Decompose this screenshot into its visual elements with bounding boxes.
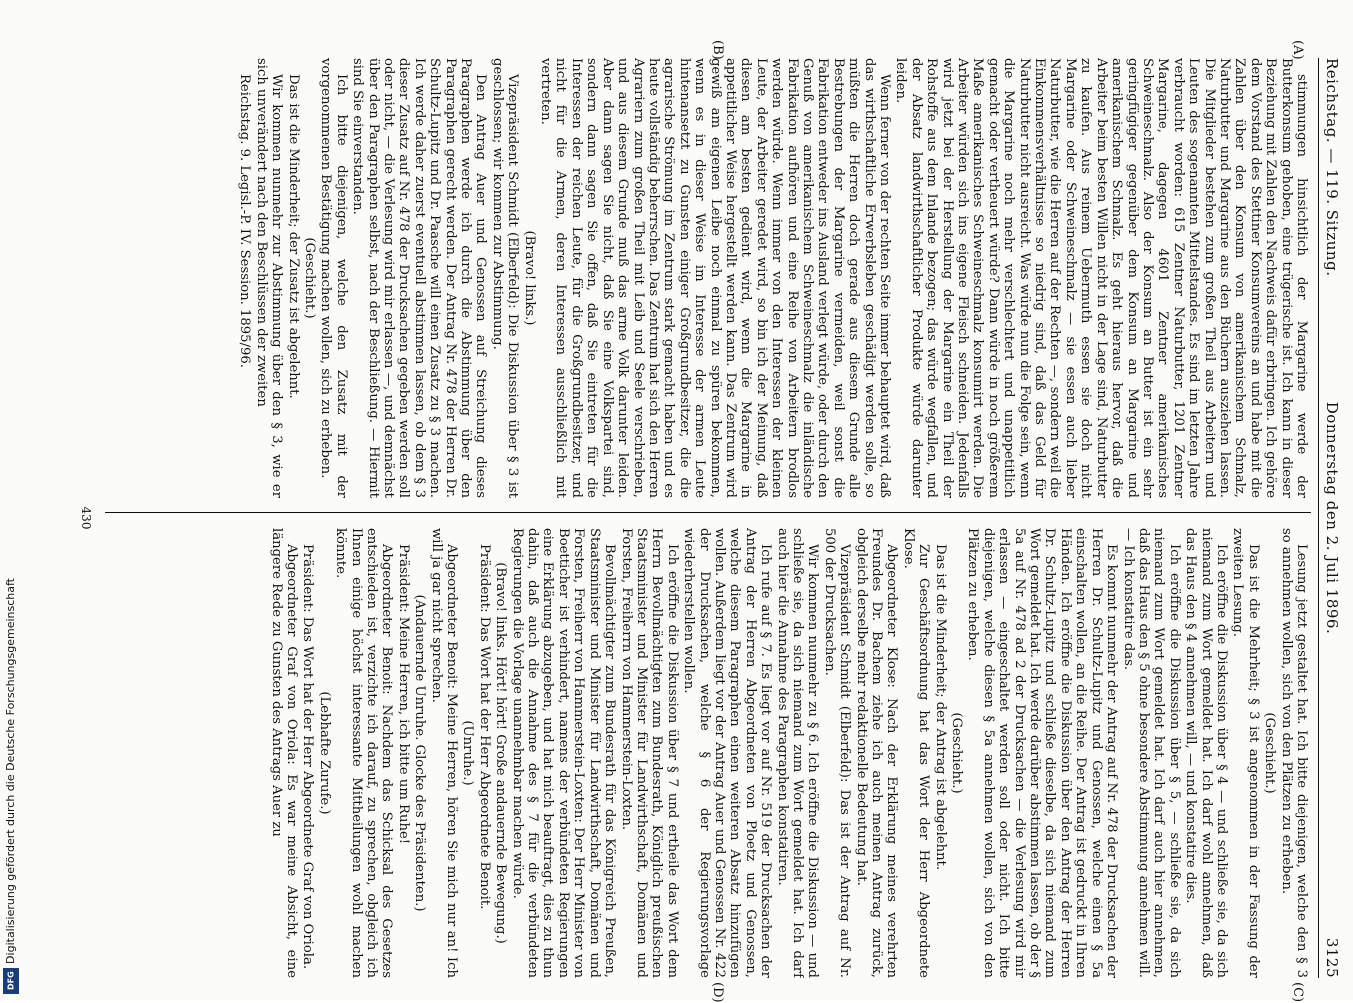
printed-page (79, 38, 1345, 1003)
right-column-paragraph: (Unruhe.) (460, 720, 476, 786)
right-column-paragraph: Abgeordneter Graf von Oriola: Es war meine Absicht, eine längere Rede zu Gunsten des Antrags Auer zu (268, 528, 299, 978)
left-column-paragraph: Den Antrag Auer und Genossen auf Streichung dieses Paragraphen werde ich durch die Abstimmung über den Paragraphen gerecht werden. Der Antrag Nr. 478 der Herren Dr. Schultz-Lupitz und Dr. Paasche will einen Zusatz zu § 3 machen. Ich werde daher zuerst eventuell abstimmen lassen, ob dem § 3 dieser Zusatz auf Nr. 478 der Drucksachen gegeben werden soll oder nicht, — die Verlesung wird mir erlassen —, und demnächst über den Paragraphen selbst, nach der Beschließung. — Hiermit sind Sie einverstanden. (350, 58, 489, 498)
right-column-paragraph: Abgeordneter Benoit: Nachdem das Schicksal des Gesetzes entschieden ist, verzichte ich darauf, zu sprechen, obgleich ich Ihnen einige höchst interessante Mittheilungen wohl machen könnte. (333, 528, 395, 978)
right-column-paragraph: (Lebhafte Zurufe.) (316, 691, 332, 815)
right-column-paragraph: (Geschieht.) (1262, 712, 1278, 794)
left-column-paragraph: (Bravo! links.) (521, 230, 537, 326)
right-column-paragraph: Zur Geschäftsordnung hat das Wort der Herr Abgeordnete Klose. (900, 528, 932, 978)
right-column-paragraph: Ich rufe auf § 7. Es liegt vor auf Nr. 519 der Drucksachen der Antrag der Herren Abgeordneten von Ploetz und Genossen, welche diesem Paragraphen einen weiteren Absatz hinzufügen wollen. Außerdem liegt vor der Antrag Auer und Genossen Nr. 422 der Drucksachen, welche § 6 der Regierungsvorlage wiederherstellen wollen. (681, 528, 774, 978)
margin-marker-d: (D) (710, 982, 725, 1003)
right-column-paragraph: Wir kommen nunmehr zu § 6. Ich eröffne die Diskussion — und schließe sie, da sich niemand zum Wort gemeldet hat. Ich darf auch hier die Annahme des Paragraphen konstatiren. (774, 528, 821, 978)
right-column-paragraph: (Bravo! links. Hört! hört! Große andauernde Bewegung.) (493, 562, 509, 944)
margin-marker-a: (A) (1290, 40, 1305, 60)
margin-marker-b: (B) (710, 40, 725, 60)
column-divider (105, 512, 1311, 513)
right-column-paragraph: Präsident: Meine Herren, ich bitte um Ruhe! (395, 544, 411, 845)
left-column-paragraph: Ich bitte diejenigen, welche den Zusatz mit der vorgenommenen Bestätigung machen wollen, sich zu erheben. (318, 58, 349, 498)
right-column-paragraph: Abgeordneter Benoit: Meine Herren, hören Sie mich nur an! Ich will ja gar nicht sprechen. (428, 528, 460, 978)
right-column-paragraph: Das ist die Mehrheit; § 3 ist angenommen in der Fassung der zweiten Lesung. (1230, 528, 1261, 978)
dfg-logo: DFG (3, 968, 19, 994)
right-column-paragraph: Präsident: Das Wort hat der Herr Abgeordnete Graf von Oriola. (300, 544, 316, 970)
right-column-paragraph: Präsident: Das Wort hat der Herr Abgeordnete Benoit. (476, 544, 492, 910)
right-column-paragraph: (Geschieht.) (949, 712, 965, 794)
left-column-paragraph: Wenn ferner von der rechten Seite immer behauptet wird, daß das wirthschaftliche Erwerbsleben geschädigt werden solle, so müßten die Herren doch gerade aus diesem Grunde alle Bestrebungen der Margarine vermeiden, weil sonst die Fabrikation entweder ins Ausland verlegt würde, oder durch den Genuß von amerikanischem Schweineschmalz die inländische Fabrikation aufhören und eine Reihe von Arbeitern brodlos werden würde. Wenn immer von den Interessen der kleinen Leute, der Arbeiter geredet wird, so bin ich der Meinung, daß diesen am besten gedient wird, wenn die Margarine in appetitlicher Weise hergestellt werden kann. Das Zentrum wird gewiß am eigenen Leibe noch einmal zu spüren bekommen, wenn es in dieser Weise im Interesse der armen Leute hintenansetzt zu Gunsten einiger Großgrundbesitzer, die die agrarische Strömung im Zentrum stark gemacht haben und es heute vollständig beherrschen. Das Zentrum hat sich den Herren Agrariern zum großen Theil mit Leib und Seele verschrieben, und aus diesem Grunde muß das arme Volk darunter leiden. Aber dann sagen Sie nicht, daß Sie eine Volkspartei sind, sondern dann sagen Sie offen, daß Sie eintreten für die Interessen der reichen Leute, für die Großgrundbesitzer, und nicht für die Armen, deren Interessen ausschließlich mit vertreten. (538, 58, 893, 498)
right-column-paragraph: Vizepräsident Schmidt (Elberfeld): Das ist der Antrag auf Nr. 500 der Drucksachen. (821, 528, 853, 978)
right-column-paragraph: Ich eröffne die Diskussion über § 7 und ertheile das Wort dem Herrn Bevollmächtigten zum Bundesrath, Königlich preußischen Staatsminister und Minister für Landwirthschaft, Domänen und Forsten, Freiherrn von Hammerstein-Loxten. (618, 528, 680, 978)
right-column-paragraph: Es kommt nunmehr der Antrag auf Nr. 478 der Drucksachen der Herren Dr. Schultz-Lupitz und Genossen, welche einen § 5a einschalten wollen, an die Reihe. Der Antrag ist gedruckt in Ihren Händen. Ich eröffne die Diskussion über den Antrag der Herren Dr. Schultz-Lupitz und schließe dieselbe, da sich niemand zum Wort gemeldet hat. Ich werde darüber abstimmen lassen, ob der § 5a auf Nr. 478 ad 2 der Drucksachen — die Verlesung wird mir erlassen — eingeschaltet werden soll oder nicht. Ich bitte diejenigen, welche diesen § 5a annehmen wollen, sich von den Plätzen zu erheben. (965, 528, 1120, 978)
left-column-paragraph: stimmungen hinsichtlich der Margarine werde der Butterkonsum gehoben, eine trügerische ist. Ich kann in dieser Beziehung mit Zahlen den Nachweis dafür erbringen. Ich gehöre dem Vorstand des Stettiner Konsumvereins an und habe mit die Zahlen über den Konsum von amerikanischem Schmalz, Naturbutter und Margarine aus den Büchern ausziehen lassen. Die Mitglieder bestehen zum großen Theil aus Arbeitern und Leuten des sogenannten Mittelstandes. Es sind im letzten Jahre verbraucht worden: 615 Zentner Naturbutter, 1201 Zentner Margarine, dagegen 4601 Zentner amerikanisches Schweineschmalz. Also der Konsum an Butter ist ein sehr geringfügiger gegenüber dem Konsum an Margarine und amerikanischem Schmalz. Es geht hieraus hervor, daß die Arbeiter beim besten Willen nicht in der Lage sind, Naturbutter zu kaufen. Aus reinem Uebermuth essen sie doch nicht Margarine oder Schweineschmalz — sie essen auch lieber Naturbutter, wie die Herren auf der Rechten —, sondern weil die Einkommensverhältnisse so niedrig sind, daß das Geld für Naturbutter nicht ausreicht. Was würde nun die Folge sein, wenn die Margarine noch mehr verschlechtert und unappetitlich gemacht oder vertheuert würde? Dann würde in noch größerem Maße amerikanisches Schweineschmalz konsumirt werden. Die Arbeiter würden sich ins eigene Fleisch schneiden. Jedenfalls wird jetzt bei der Herstellung der Margarine ein Theil der Rohstoffe aus dem Inlande bezogen; das würde wegfallen, und der Absatz landwirthschaftlicher Produkte würde darunter leiden. (893, 58, 1309, 498)
page-header (1318, 58, 1345, 978)
left-column-paragraph: Das ist die Minderheit; der Zusatz ist abgelehnt. (285, 74, 301, 399)
header-session: Reichstag. — 119. Sitzung. (1323, 58, 1341, 277)
right-column-paragraph: Ich eröffne die Diskussion über § 4 — und schließe sie, da sich niemand zum Wort gemeldet hat. Ich darf wohl annehmen, daß das Haus den § 4 annehmen will, — und konstatire dies. (1183, 528, 1229, 978)
right-column-paragraph: Das ist die Minderheit; der Antrag ist abgelehnt. (932, 544, 948, 871)
header-page-number: 3125 (1323, 937, 1341, 978)
right-column-paragraph: (Andauernde Unruhe. Glocke des Präsidenten.) (412, 594, 428, 912)
left-column (95, 58, 1309, 498)
right-column (95, 528, 1309, 978)
right-column-paragraph: Lesung jetzt gestaltet hat. Ich bitte diejenigen, welche den § 3 so annehmen wollen, sich von den Plätzen zu erheben. (1278, 528, 1309, 978)
credit-text: Digitalisierung gefördert durch die Deutsche Forschungsgemeinschaft (4, 578, 17, 964)
left-column-paragraph: (Geschieht.) (302, 237, 317, 319)
right-column-paragraph: Abgeordneter Klose: Nach der Erklärung meines verehrten Freundes Dr. Bachem ziehe ich auch meinen Antrag zurück, obgleich derselbe mehr redaktionelle Bedeutung hat. (853, 528, 900, 978)
footer-signature-number: 430 (79, 506, 93, 530)
header-date: Donnerstag den 2. Juli 1896. (1323, 401, 1341, 635)
digitization-credit (0, 0, 22, 1000)
left-column-paragraph: Reichstag. 9. Legisl.-P. IV. Session. 1895/96. (237, 74, 253, 368)
right-column-paragraph: Bevollmächtigter zum Bundesrath für das Königreich Preußen, Staatsminister und Minister für Landwirthschaft, Domänen und Forsten, Freiherr von Hammerstein-Loxten: Der Herr Minister von Boetticher ist verhindert, namens der verbündeten Regierungen eine Erklärung abzugeben, und hat mich beauftragt, dies zu thun dahin, daß auch die Annahme des § 7 für die verbündeten Regierungen die Vorlage unannehmbar machen würde. (509, 528, 618, 978)
left-column-paragraph: Vizepräsident Schmidt (Elberfeld): Die Diskussion über § 3 ist geschlossen; wir kommen zur Abstimmung. (489, 58, 521, 498)
margin-marker-c: (C) (1290, 982, 1305, 1003)
right-column-paragraph: Ich eröffne die Diskussion über § 5, — schließe sie, da sich niemand zum Wort gemeldet hat. Ich darf auch hier annehmen, daß das Haus den § 5 ohne besondere Abstimmung annehmen will. — Ich konstatire das. (1120, 528, 1182, 978)
left-column-paragraph: Wir kommen nunmehr zur Abstimmung über den § 3, wie er sich unverändert nach den Beschlüssen der zweiten (253, 58, 285, 498)
